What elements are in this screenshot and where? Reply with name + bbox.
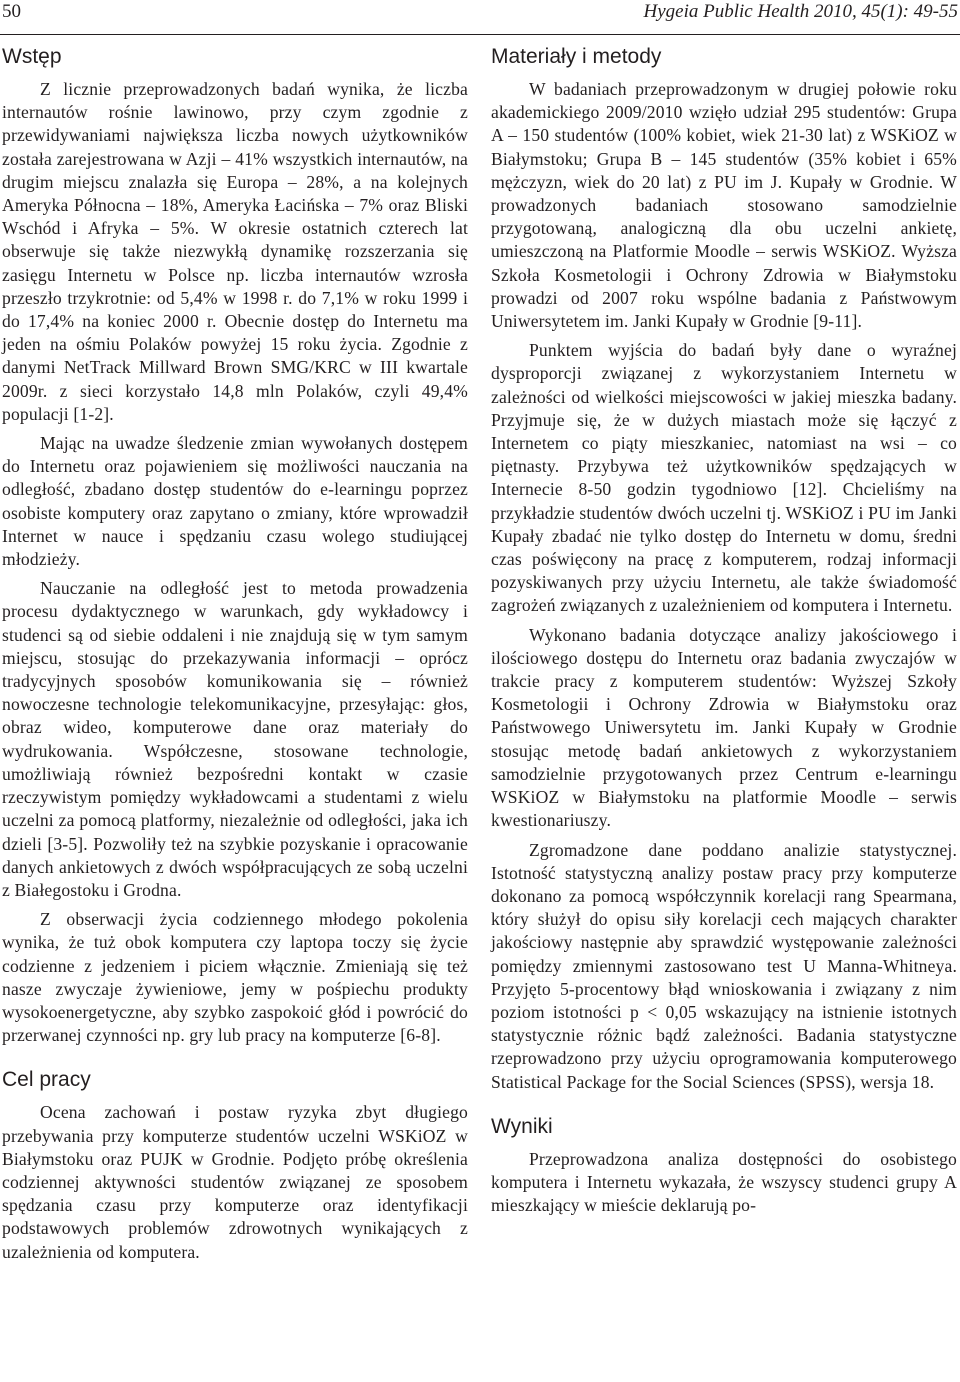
left-column xyxy=(2,44,468,1264)
paragraph: Zgromadzone dane poddano analizie statystycznej. Istotność statystyczną analizy postaw pracy przy komputerze dokonano za pomocą współczynnik korelacji rang Spearmana, który służył do opisu siły korelacji cech mających charakter jakościowy następnie aby sprawdzić występowanie zależności pomiędzy zmiennymi zastosowano test U Manna-Whitneya. Przyjęto 5-procentowy błąd wnioskowania i związany z nim poziom istotności p < 0,05 wskazujący na istnienie istotnych statystycznie różnic bądź zależności. Badania statystyczne rzeprowadzono przy użyciu oprogramowania komputerowego Statistical Package for the Social Sciences (SPSS), wersja 18. xyxy=(491,839,957,1092)
paragraph: Nauczanie na odległość jest to metoda prowadzenia procesu dydaktycznego w warunkach, gdy wykładowcy i studenci są od siebie oddaleni i nie znajdują się w tym samym miejscu, stosując do przekazywania informacji – oprócz tradycyjnych sposobów komunikowania się – również nowoczesne technologie telekomunikacyjne, przesyłając: głos, obraz wideo, komputerowe dane oraz materiały do wydrukowania. Współczesne, stosowane technologie, umożliwiają również bezpośredni kontakt w czasie rzeczywistym pomiędzy wykładowcami a studentami z wielu uczelni za pomocą platformy, niezależnie od odległości, jaka ich dzieli [3-5]. Pozwoliły też na szybkie pozyskanie i opracowanie danych ankietowych z dwóch współpracujących ze sobą uczelni z Białegostoku i Grodna. xyxy=(2,578,468,900)
section-heading-wyniki: Wyniki xyxy=(491,1114,553,1138)
paragraph: Z licznie przeprowadzonych badań wynika, że liczba internautów rośnie lawinowo, przy czym zgodnie z przewidywaniami największa liczba nowych użytkowników została zarejestrowana w Azji – 41% wszystkich internautów, na drugim miejscu znalazła się Europa – 28%, a na kolejnych Ameryka Północna – 18%, Ameryka Łacińska – 7% oraz Bliski Wschód i Afryka – 5%. W okresie ostatnich czterech lat obserwuje się także niezwykłą dynamikę rozszerzania się zasięgu Internetu w Polsce np. liczba internautów wzrosła przeszło trzykrotnie: od 5,4% w 1998 r. do 7,1% w roku 1999 i do 17,4% na koniec 2000 r. Obecnie dostęp do Internetu ma jeden na ośmiu Polaków powyżej 15 roku życia. Zgodnie z danymi NetTrack Millward Brown SMG/KRC w III kwartale 2009r. z sieci korzystało 14,8 mln Polaków, czyli 49,4% populacji [1-2]. xyxy=(2,79,468,424)
paragraph: Mając na uwadze śledzenie zmian wywołanych dostępem do Internetu oraz pojawieniem się możliwości nauczania na odległość, zbadano dostęp studentów do e-learningu poprzez osobiste komputery oraz zapytano o zmiany, które wprowadził Internet w nauce i spędzaniu czasu wolego studiującej młodzieży. xyxy=(2,433,468,570)
section-heading-materialy-i-metody: Materiały i metody xyxy=(491,45,662,68)
paragraph: Ocena zachowań i postaw ryzyka zbyt długiego przebywania przy komputerze studentów uczelni WSKiOZ w Białymstoku oraz PUJK w Grodnie. Podjęto próbę określenia codziennej aktywności studentów związanej ze sposobem spędzania czasu przy komputerze oraz identyfikacji podstawowych problemów zdrowotnych wynikających z uzależnienia od komputera. xyxy=(2,1102,468,1262)
paragraph: Z obserwacji życia codziennego młodego pokolenia wynika, że tuż obok komputera czy laptopa toczy się życie codzienne z jedzeniem i piciem włącznie. Zmieniają się też nasze zwyczaje żywieniowe, jemy w pośpiechu produkty wysokoenergetyczne, aby szybko zaspokoić głód i powrócić do przerwanej czynności np. gry lub pracy na komputerze [6-8]. xyxy=(2,909,468,1046)
section-heading-wstep: Wstęp xyxy=(2,45,62,68)
paragraph: Przeprowadzona analiza dostępności do osobistego komputera i Internetu wykazała, że wszyscy studenci grupy A mieszkający w mieście deklarują po- xyxy=(491,1148,957,1216)
page-number: 50 xyxy=(2,1,21,22)
running-header xyxy=(0,0,960,35)
paragraph: Wykonano badania dotyczące analizy jakościowego i ilościowego dostępu do Internetu oraz badania zwyczajów w trakcie pracy z komputerem studentów: Wyższej Szkoły Kosmetologii i Ochrony Zdrowia w Białymstoku oraz Państwowego Uniwersytetu im. Janki Kupały w Grodnie stosując metodę badań ankietowych z wykorzystaniem samodzielnie przygotowanych przez Centrum e-learningu WSKiOZ w Białymstoku na platformie Moodle – serwis kwestionariuszy. xyxy=(491,624,957,831)
paragraph: Punktem wyjścia do badań były dane o wyraźnej dysproporcji związanej z wykorzystaniem Internetu w zależności od wielkości miejscowości w jakiej mieszka badany. Przyjmuje się, że w dużych miastach może się łączyć z Internetem co piąty mieszkaniec, natomiast na wsi – co piętnasty. Przybywa też użytkowników spędzających w Internecie 8-50 godzin tygodniowo [12]. Chcieliśmy na przykładzie studentów dwóch uczelni tj. WSKiOZ i PU im Janki Kupały zbadać nie tylko dostęp do Internetu w domu, średni czas poświęcony na pracę z komputerem, rodzaj informacji pozyskiwanych przy użyciu Internetu, ale także świadomość zagrożeń związanych z uzależnieniem od komputera i Internetu. xyxy=(491,340,957,616)
section-heading-cel-pracy: Cel pracy xyxy=(2,1068,91,1092)
journal-reference: Hygeia Public Health 2010, 45(1): 49-55 xyxy=(643,1,958,22)
right-column xyxy=(491,44,957,1217)
paragraph: W badaniach przeprowadzonym w drugiej połowie roku akademickiego 2009/2010 wzięło udział 295 studentów: Grupa A – 150 studentów (100% kobiet, wiek 21-30 lat) z WSKiOZ w Białymstoku; Grupa B – 145 studentów (35% kobiet i 65% mężczyzn, wiek do 20 lat) z PU im J. Kupały w Grodnie. W prowadzonych badaniach stosowano samodzielnie przygotowaną, analogiczną dla obu uczelni ankietę, umieszczoną na Platformie Moodle – serwis WSKiOZ. Wyższa Szkoła Kosmetologii i Ochrony Zdrowia w Białymstoku prowadzi od 2007 roku wspólne badania z Państwowym Uniwersytetem im. Janki Kupały w Grodnie [9-11]. xyxy=(491,79,957,332)
